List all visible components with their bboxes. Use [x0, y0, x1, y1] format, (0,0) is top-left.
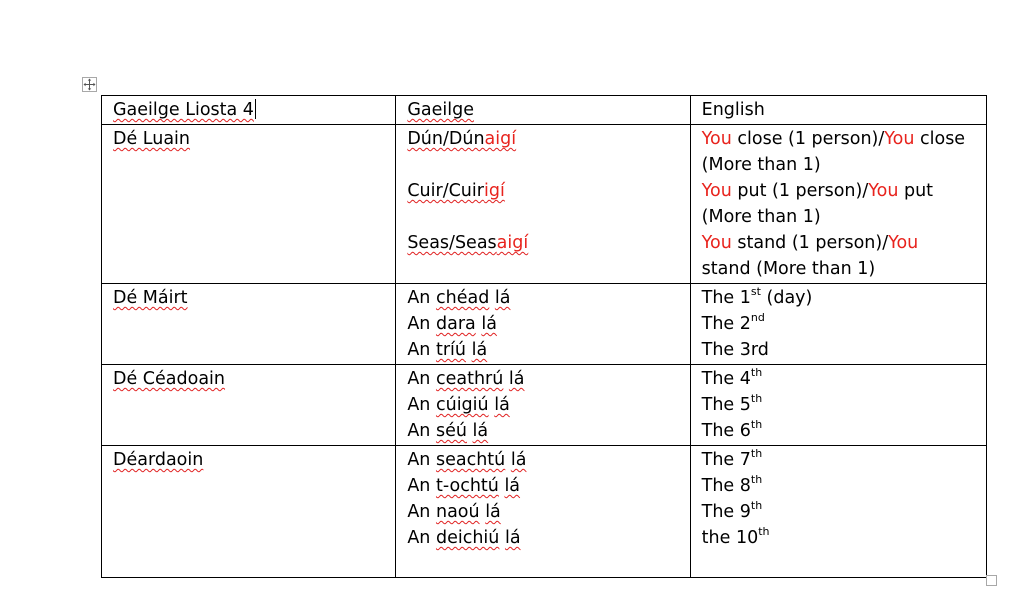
- irish-ordinal: An naoú lá: [407, 502, 501, 522]
- irish-ordinal: An ceathrú lá: [407, 369, 525, 389]
- irish-word: séú: [435, 421, 467, 441]
- header-cell-list[interactable]: [102, 96, 396, 125]
- table-row: [102, 365, 987, 446]
- irish-word: lá: [508, 369, 525, 389]
- english-ordinal: The 7th: [701, 447, 763, 470]
- irish-verb: Dún/Dúnaigí: [407, 129, 517, 149]
- english-translation: You stand (1 person)/You: [701, 233, 919, 253]
- header-cell-english[interactable]: [690, 96, 986, 125]
- table-move-handle[interactable]: [82, 77, 97, 92]
- irish-ordinal: An séú lá: [407, 421, 489, 441]
- english-ordinal: The 8th: [701, 473, 763, 496]
- day-cell[interactable]: [102, 125, 396, 284]
- english-cell[interactable]: [690, 446, 986, 578]
- english-translation-continued: (More than 1): [701, 207, 821, 227]
- english-translation-continued: (More than 1): [701, 155, 821, 175]
- irish-verb: Cuir/Cuirigí: [407, 181, 505, 201]
- header-irish-label: Gaeilge: [407, 100, 474, 120]
- irish-word: naoú: [435, 502, 480, 522]
- irish-word: lá: [504, 528, 521, 548]
- english-cell[interactable]: [690, 125, 986, 284]
- table-header-row: [102, 96, 987, 125]
- english-ordinal: The 5th: [701, 392, 763, 415]
- four-way-arrow-icon: [83, 78, 96, 91]
- vocabulary-table: [101, 95, 987, 578]
- irish-word: lá: [494, 395, 510, 415]
- english-ordinal: The 9th: [701, 499, 763, 522]
- day-label: Déardaoin: [113, 450, 204, 470]
- day-label: Dé Céadoain: [113, 369, 226, 389]
- english-ordinal: The 6th: [701, 418, 763, 441]
- irish-word: lá: [472, 421, 489, 441]
- day-label: Dé Luain: [113, 129, 191, 149]
- english-cell[interactable]: [690, 365, 986, 446]
- irish-verb: Seas/Seasaigí: [407, 233, 529, 253]
- irish-word: t-ochtú: [435, 476, 499, 496]
- irish-word: lá: [494, 288, 511, 308]
- irish-ordinal: An seachtú lá: [407, 450, 527, 470]
- english-ordinal: The 4th: [701, 366, 763, 389]
- irish-ordinal: An t-ochtú lá: [407, 476, 521, 496]
- english-translation: You close (1 person)/You close: [701, 129, 966, 149]
- english-ordinal: the 10th: [701, 525, 770, 548]
- irish-cell[interactable]: [396, 446, 690, 578]
- irish-word: lá: [481, 314, 497, 334]
- irish-word: ceathrú: [435, 369, 504, 389]
- irish-word: chéad: [435, 288, 490, 308]
- table-row: [102, 284, 987, 365]
- irish-cell[interactable]: [396, 125, 690, 284]
- irish-word: deichiú: [435, 528, 500, 548]
- table-row: [102, 446, 987, 578]
- text-cursor: [255, 99, 256, 119]
- table-resize-handle[interactable]: [986, 575, 997, 586]
- english-ordinal: The 3rd: [701, 340, 769, 360]
- english-ordinal: The 1st (day): [701, 285, 813, 308]
- irish-cell[interactable]: [396, 365, 690, 446]
- irish-ordinal: An tríú lá: [407, 340, 488, 360]
- irish-word: lá: [471, 340, 488, 360]
- irish-word: lá: [504, 476, 521, 496]
- blank-line: [407, 204, 689, 230]
- table-row: [102, 125, 987, 284]
- irish-word: lá: [510, 450, 527, 470]
- day-cell[interactable]: [102, 365, 396, 446]
- day-label: Dé Máirt: [113, 288, 188, 308]
- irish-ordinal: An chéad lá: [407, 288, 511, 308]
- irish-word: dara: [435, 314, 476, 334]
- irish-word: lá: [485, 502, 501, 522]
- english-translation-continued: stand (More than 1): [701, 259, 876, 279]
- irish-cell[interactable]: [396, 284, 690, 365]
- blank-line: [407, 152, 689, 178]
- header-english-label: English: [701, 100, 765, 120]
- irish-word: seachtú: [435, 450, 506, 470]
- english-cell[interactable]: [690, 284, 986, 365]
- irish-ordinal: An dara lá: [407, 314, 497, 334]
- irish-word: tríú: [435, 340, 466, 360]
- irish-ordinal: An cúigiú lá: [407, 395, 510, 415]
- irish-word: cúigiú: [435, 395, 489, 415]
- irish-ordinal: An deichiú lá: [407, 528, 521, 548]
- english-translation: You put (1 person)/You put: [701, 181, 934, 201]
- english-ordinal: The 2nd: [701, 311, 765, 334]
- day-cell[interactable]: [102, 284, 396, 365]
- header-cell-irish[interactable]: [396, 96, 690, 125]
- header-list-title: Gaeilge Liosta 4: [113, 100, 254, 120]
- day-cell[interactable]: [102, 446, 396, 578]
